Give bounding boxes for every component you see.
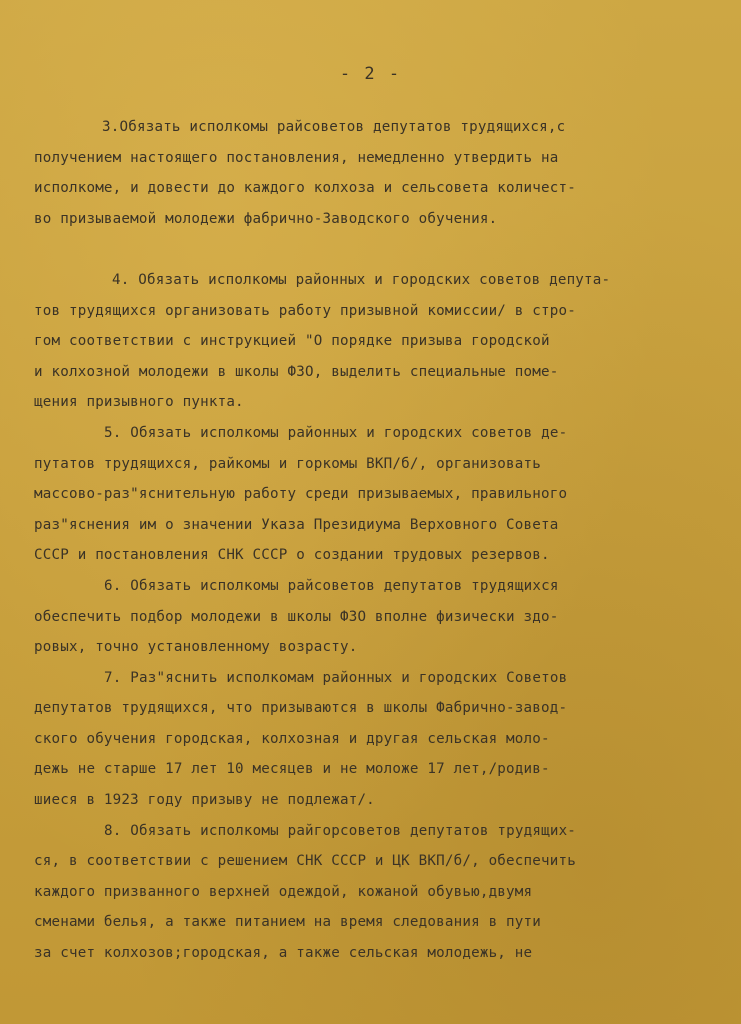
text-line: тов трудящихся организовать работу призывной комиссии/ в стро-: [34, 302, 576, 319]
text-line: депутатов трудящихся, что призываются в школы Фабрично-завод-: [34, 700, 568, 717]
text-line: во призываемой молодежи фабрично-Заводского обучения.: [34, 210, 498, 227]
text-line: обеспечить подбор молодежи в школы ФЗО вполне физически здо-: [34, 608, 559, 625]
page-number: - 2 -: [339, 64, 402, 84]
text-line: раз"яснения им о значении Указа Президиума Верховного Совета: [34, 516, 559, 533]
text-line: 8. Обязать исполкомы райгорсоветов депутатов трудящих-: [104, 822, 577, 839]
text-line: ского обучения городская, колхозная и другая сельская моло-: [34, 730, 550, 747]
text-line: сменами белья, а также питанием на время следования в пути: [34, 914, 542, 931]
text-line: каждого призванного верхней одеждой, кожаной обувью,двумя: [34, 883, 533, 900]
text-line: 3.Обязать исполкомы райсоветов депутатов трудящихся,с: [102, 119, 566, 135]
text-line: получением настоящего постановления, немедленно утвердить на: [34, 149, 559, 166]
blank-line: [34, 234, 694, 265]
text-line: исполкоме, и довести до каждого колхоза и сельсовета количест-: [34, 180, 576, 197]
text-line: за счет колхозов;городская, а также сельская молодежь, не: [34, 945, 533, 962]
text-line: 7. Раз"яснить исполкомам районных и городских Советов: [104, 669, 568, 686]
text-line: 5. Обязать исполкомы районных и городских советов де-: [104, 424, 568, 441]
text-line: дежь не старше 17 лет 10 месяцев и не моложе 17 лет,/родив-: [34, 761, 550, 778]
text-line: СССР и постановления СНК СССР о создании трудовых резервов.: [34, 547, 550, 564]
document-body: [34, 112, 694, 969]
text-line: и колхозной молодежи в школы ФЗО, выделить специальные поме-: [34, 363, 559, 380]
text-line: шиеся в 1923 году призыву не подлежат/.: [34, 792, 375, 809]
text-line: 6. Обязать исполкомы райсоветов депутатов трудящихся: [104, 577, 559, 594]
text-line: массово-раз"яснительную работу среди призываемых, правильного: [34, 486, 568, 503]
text-line: гом соответствии с инструкцией "О порядке призыва городской: [34, 333, 550, 350]
text-line: щения призывного пункта.: [34, 394, 244, 411]
text-line: путатов трудящихся, райкомы и горкомы ВКП/б/, организовать: [34, 455, 542, 472]
text-line: ся, в соответствии с решением СНК СССР и ЦК ВКП/б/, обеспечить: [34, 853, 576, 870]
text-line: 4. Обязать исполкомы районных и городских советов депута-: [112, 271, 611, 288]
text-line: ровых, точно установленному возрасту.: [34, 639, 358, 656]
